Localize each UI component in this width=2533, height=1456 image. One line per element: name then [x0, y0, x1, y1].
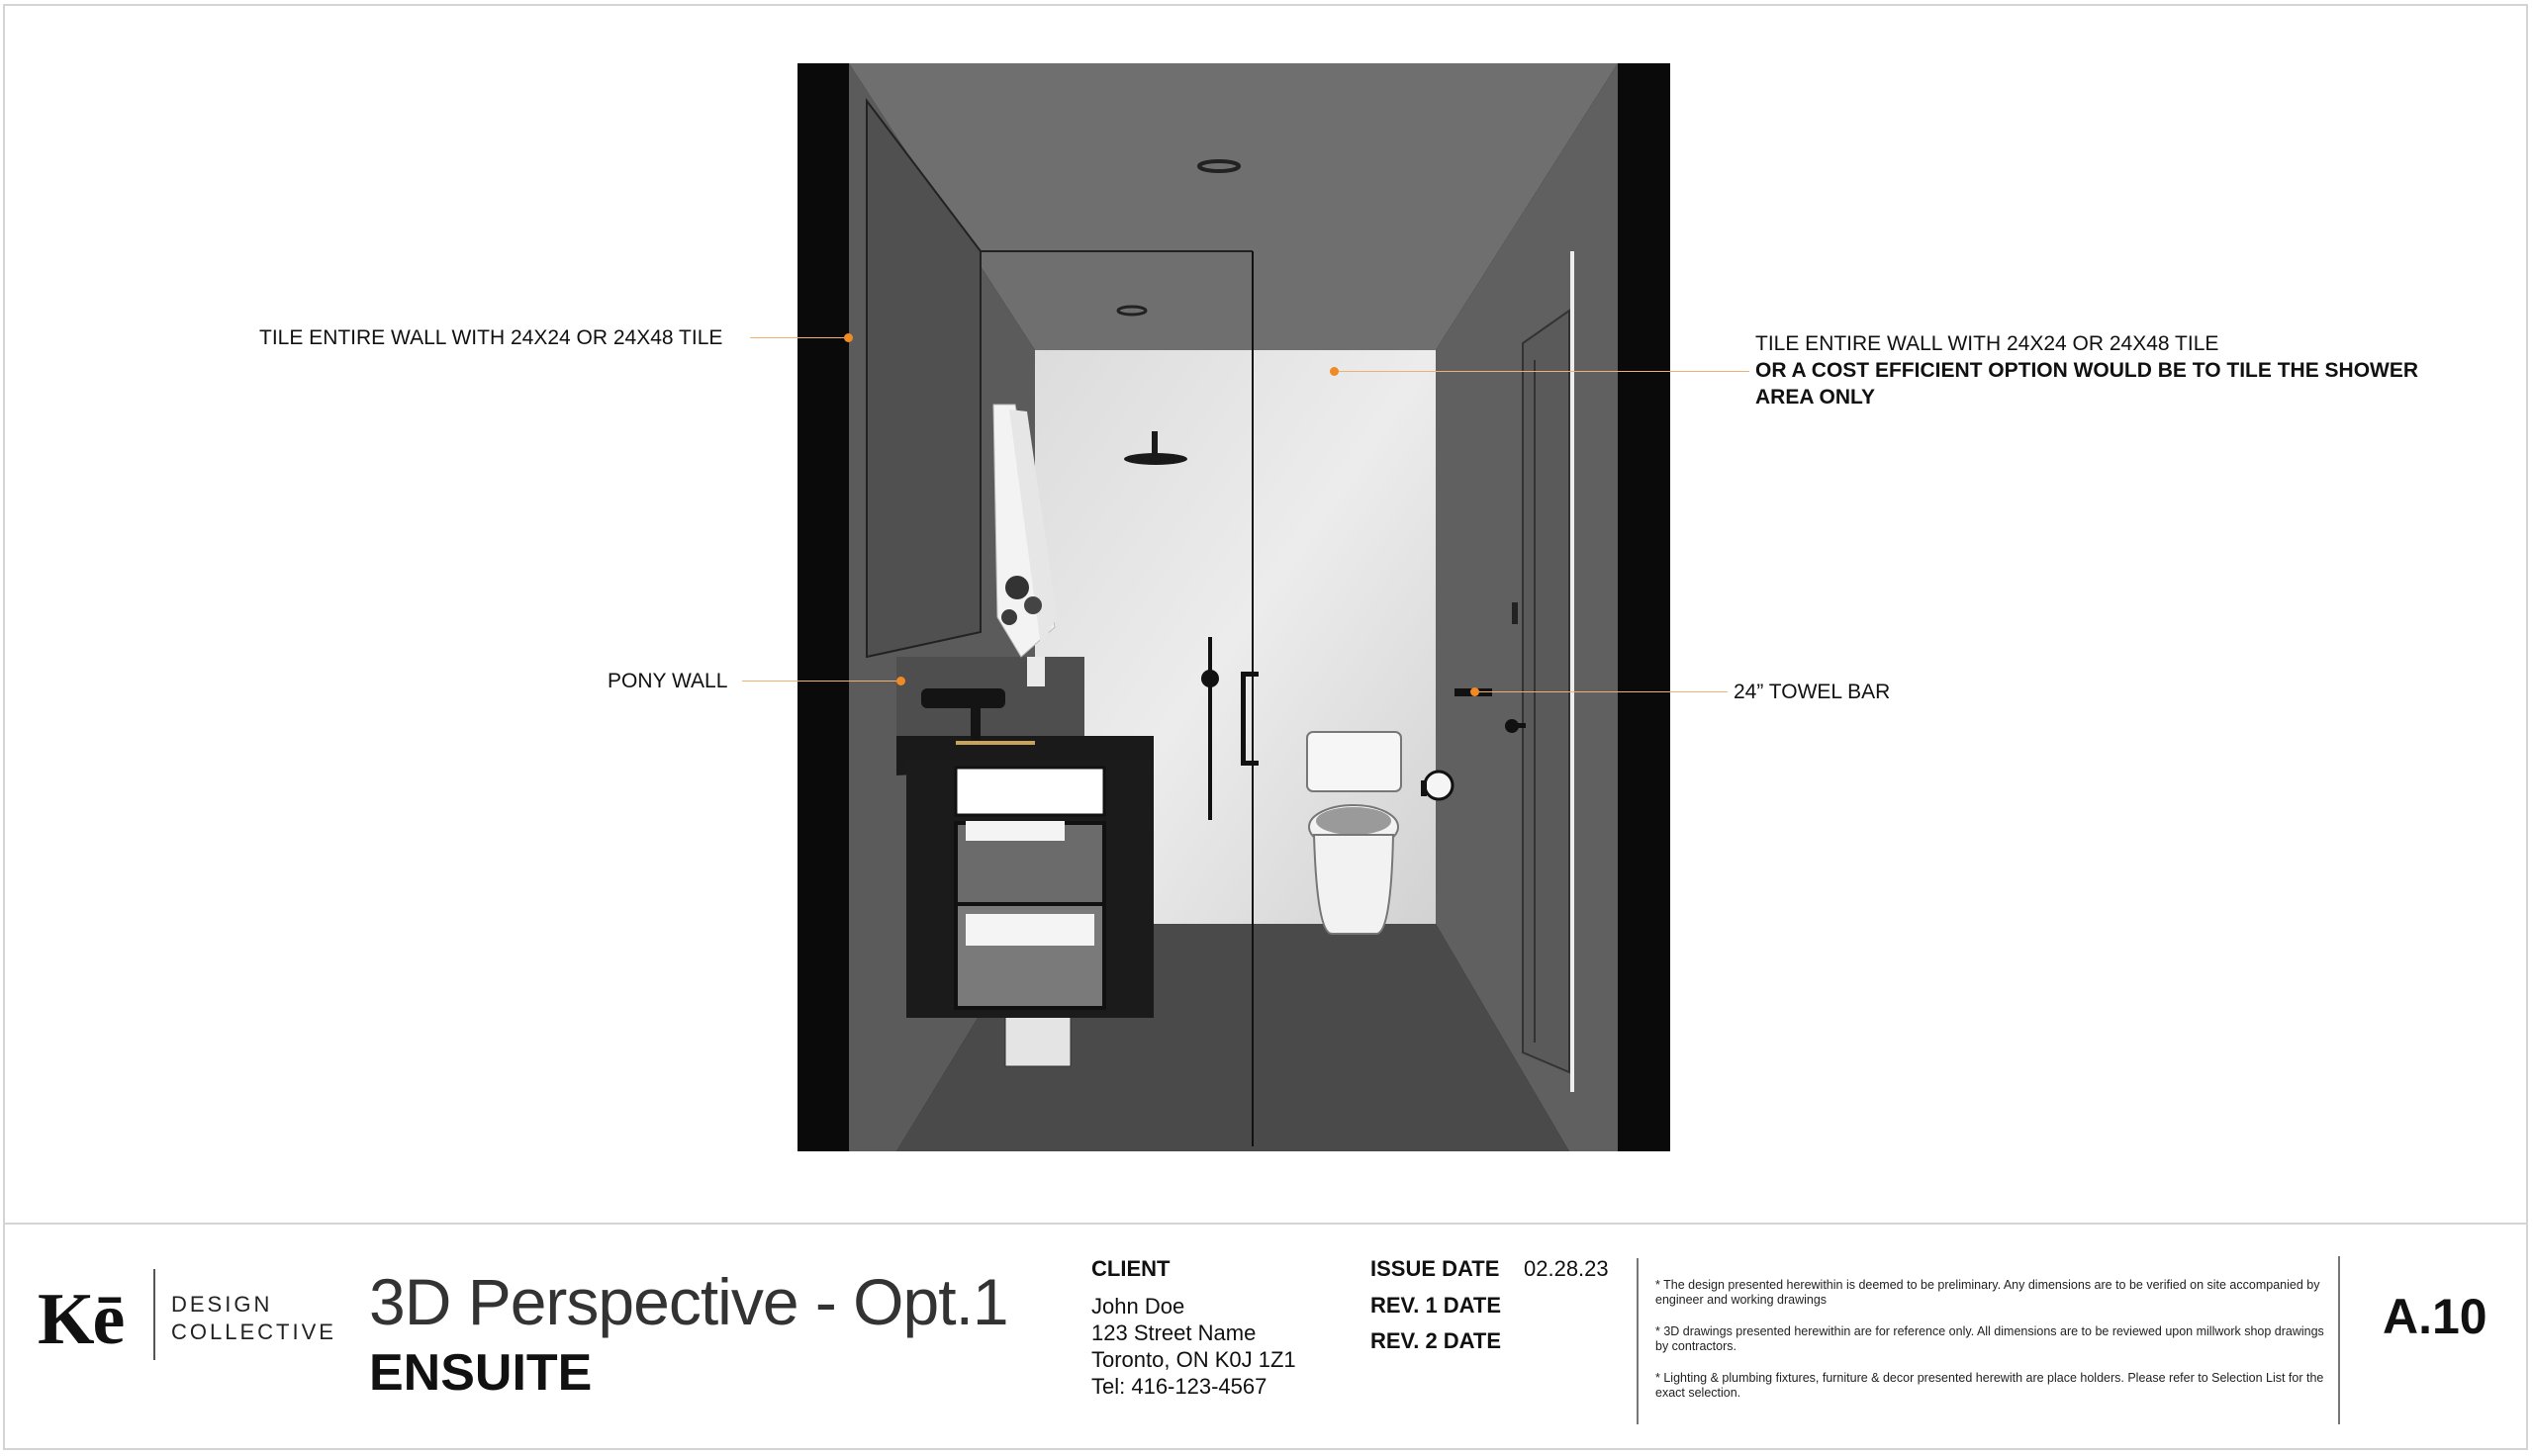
- callout-dot-towel-bar: [1470, 687, 1479, 696]
- logo-mark: Kē: [38, 1279, 124, 1360]
- note-placeholders: * Lighting & plumbing fixtures, furniture & decor presented herewith are place holders. Please refer to Selection List for the exact selection.: [1655, 1371, 2324, 1400]
- rev1-date-label: REV. 1 DATE: [1370, 1293, 1502, 1318]
- logo-separator: [153, 1269, 155, 1360]
- render-illustration: [797, 63, 1670, 1151]
- client-name: John Doe: [1091, 1294, 1185, 1319]
- client-city: Toronto, ON K0J 1Z1: [1091, 1347, 1296, 1372]
- leader-line-tile-right: [1338, 371, 1749, 372]
- rev2-date-label: REV. 2 DATE: [1370, 1328, 1502, 1353]
- callout-towel-bar: 24” TOWEL BAR: [1734, 681, 1891, 703]
- room-name: ENSUITE: [369, 1344, 593, 1402]
- note-reference-only: * 3D drawings presented herewithin are for reference only. All dimensions are to be reviewed upon millwork shop drawings by contractors.: [1655, 1324, 2324, 1353]
- callout-tile-left: TILE ENTIRE WALL WITH 24X24 OR 24X48 TILE: [259, 326, 723, 349]
- callout-pony-wall: PONY WALL: [608, 670, 728, 692]
- note-preliminary: * The design presented herewithin is deemed to be preliminary. Any dimensions are to be verified on site accompanied by engineer and working drawings: [1655, 1278, 2320, 1307]
- logo-text-collective: COLLECTIVE: [171, 1320, 336, 1344]
- callout-tile-right-line3: AREA ONLY: [1755, 386, 1875, 409]
- callout-dot-pony-wall: [896, 677, 905, 685]
- callout-tile-right-line1: TILE ENTIRE WALL WITH 24X24 OR 24X48 TILE: [1755, 332, 2219, 355]
- sheet-number: A.10: [2383, 1289, 2487, 1344]
- leader-line-towel-bar: [1478, 691, 1728, 692]
- client-label: CLIENT: [1091, 1256, 1171, 1281]
- callout-tile-right-line2: OR A COST EFFICIENT OPTION WOULD BE TO TILE THE SHOWER: [1755, 359, 2419, 382]
- leader-line-tile-left: [750, 337, 847, 338]
- client-street: 123 Street Name: [1091, 1320, 1257, 1345]
- sheet-title: 3D Perspective - Opt.1: [369, 1265, 1008, 1338]
- title-block: [3, 1223, 2528, 1452]
- issue-date-label: ISSUE DATE: [1370, 1256, 1500, 1281]
- leader-line-pony-wall: [742, 681, 896, 682]
- callout-dot-tile-right: [1330, 367, 1339, 376]
- logo-text-design: DESIGN: [171, 1292, 273, 1317]
- ensuite-3d-render: [797, 63, 1670, 1151]
- client-tel: Tel: 416-123-4567: [1091, 1374, 1267, 1399]
- divider-notes-right: [2338, 1256, 2340, 1424]
- callout-dot-tile-left: [844, 333, 853, 342]
- divider-notes-left: [1637, 1258, 1639, 1424]
- callout-tile-right: [1755, 330, 2418, 410]
- issue-date-value: 02.28.23: [1524, 1256, 1609, 1281]
